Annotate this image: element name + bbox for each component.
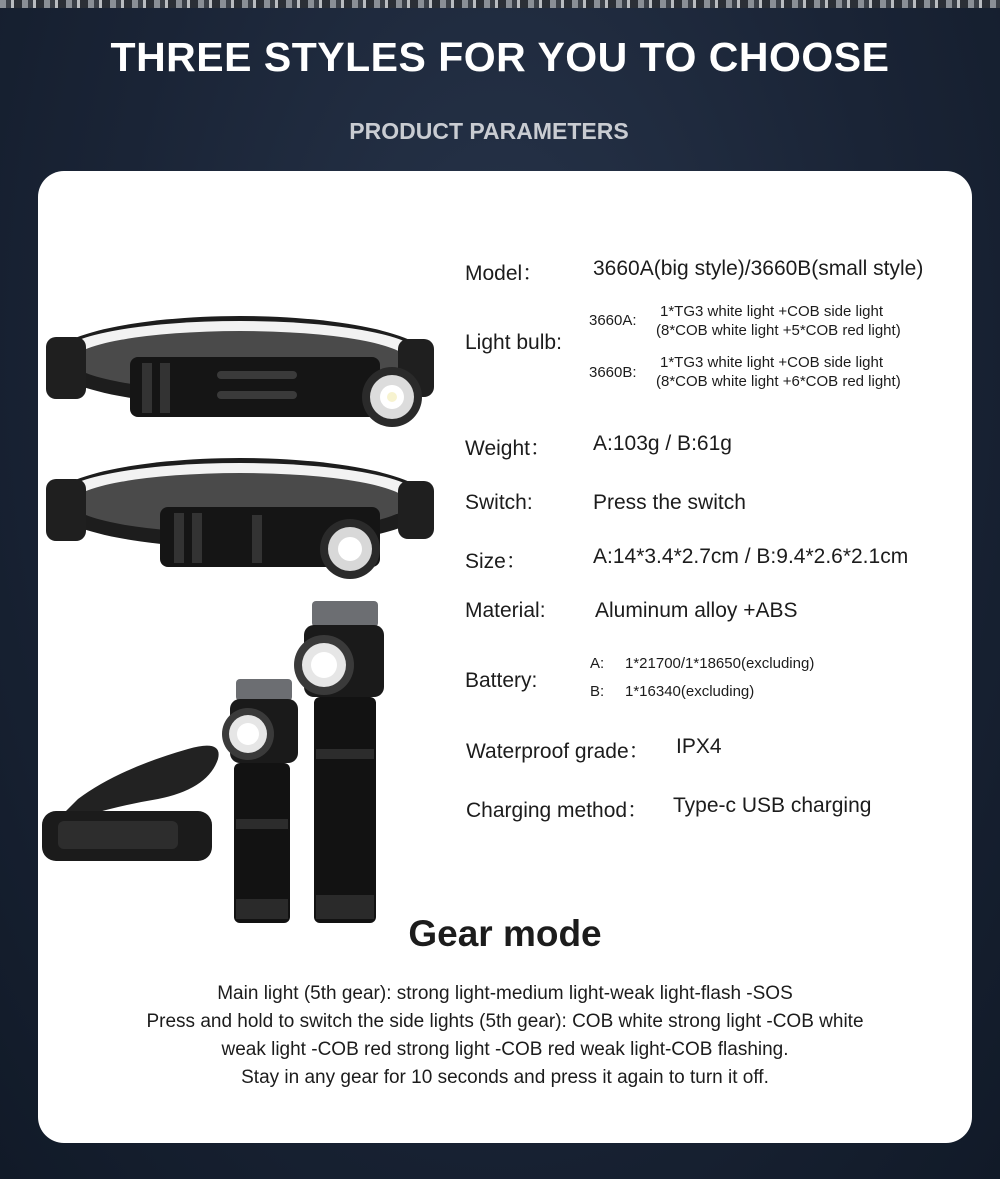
material-value: Aluminum alloy +ABS (595, 599, 798, 622)
light-bulb-b-line1: 1*TG3 white light +COB side light (660, 354, 884, 371)
parameters-card (38, 171, 972, 1143)
gear-line-3: weak light -COB red strong light -COB red weak light-COB flashing. (221, 1039, 789, 1060)
battery-a-value: 1*21700/1*18650(excluding) (625, 655, 815, 672)
headlamp-b-image (42, 441, 442, 586)
page-title: THREE STYLES FOR YOU TO CHOOSE (110, 34, 890, 80)
switch-label: Switch: (465, 491, 533, 514)
material-label: Material: (465, 599, 546, 622)
size-label: Size： (465, 550, 527, 573)
gear-line-2: Press and hold to switch the side lights (5th gear): COB white strong light -COB white (146, 1011, 864, 1032)
weight-label: Weight： (465, 437, 551, 460)
param-light-bulb (465, 301, 965, 401)
param-battery (465, 649, 905, 709)
waterproof-label: Waterproof grade： (466, 740, 650, 763)
light-bulb-b-line2: (8*COB white light +6*COB red light) (656, 373, 901, 390)
gear-line-1: Main light (5th gear): strong light-medium light-weak light-flash -SOS (217, 983, 793, 1004)
gear-mode-title: Gear mode (408, 913, 602, 954)
battery-label: Battery: (465, 669, 538, 692)
headlamp-a-image (42, 299, 442, 439)
light-bulb-b-tag: 3660B: (589, 364, 637, 381)
flashlights-image (38, 599, 398, 929)
weight-value: A:103g / B:61g (593, 432, 732, 455)
model-label: Model： (465, 262, 544, 285)
top-texture-strip (0, 0, 1000, 8)
charging-value: Type-c USB charging (673, 794, 872, 817)
light-bulb-a-tag: 3660A: (589, 312, 637, 329)
waterproof-value: IPX4 (676, 735, 722, 758)
light-bulb-a-line1: 1*TG3 white light +COB side light (660, 303, 884, 320)
light-bulb-label: Light bulb: (465, 331, 562, 354)
size-value: A:14*3.4*2.7cm / B:9.4*2.6*2.1cm (593, 545, 909, 568)
model-value: 3660A(big style)/3660B(small style) (593, 257, 924, 280)
switch-value: Press the switch (593, 491, 746, 514)
gear-line-4: Stay in any gear for 10 seconds and press it again to turn it off. (241, 1067, 769, 1088)
light-bulb-a-line2: (8*COB white light +5*COB red light) (656, 322, 901, 339)
charging-label: Charging method： (466, 799, 649, 822)
battery-a-tag: A: (590, 655, 605, 672)
battery-b-value: 1*16340(excluding) (625, 683, 755, 700)
battery-b-tag: B: (590, 683, 605, 700)
section-subtitle: PRODUCT PARAMETERS (349, 118, 629, 144)
